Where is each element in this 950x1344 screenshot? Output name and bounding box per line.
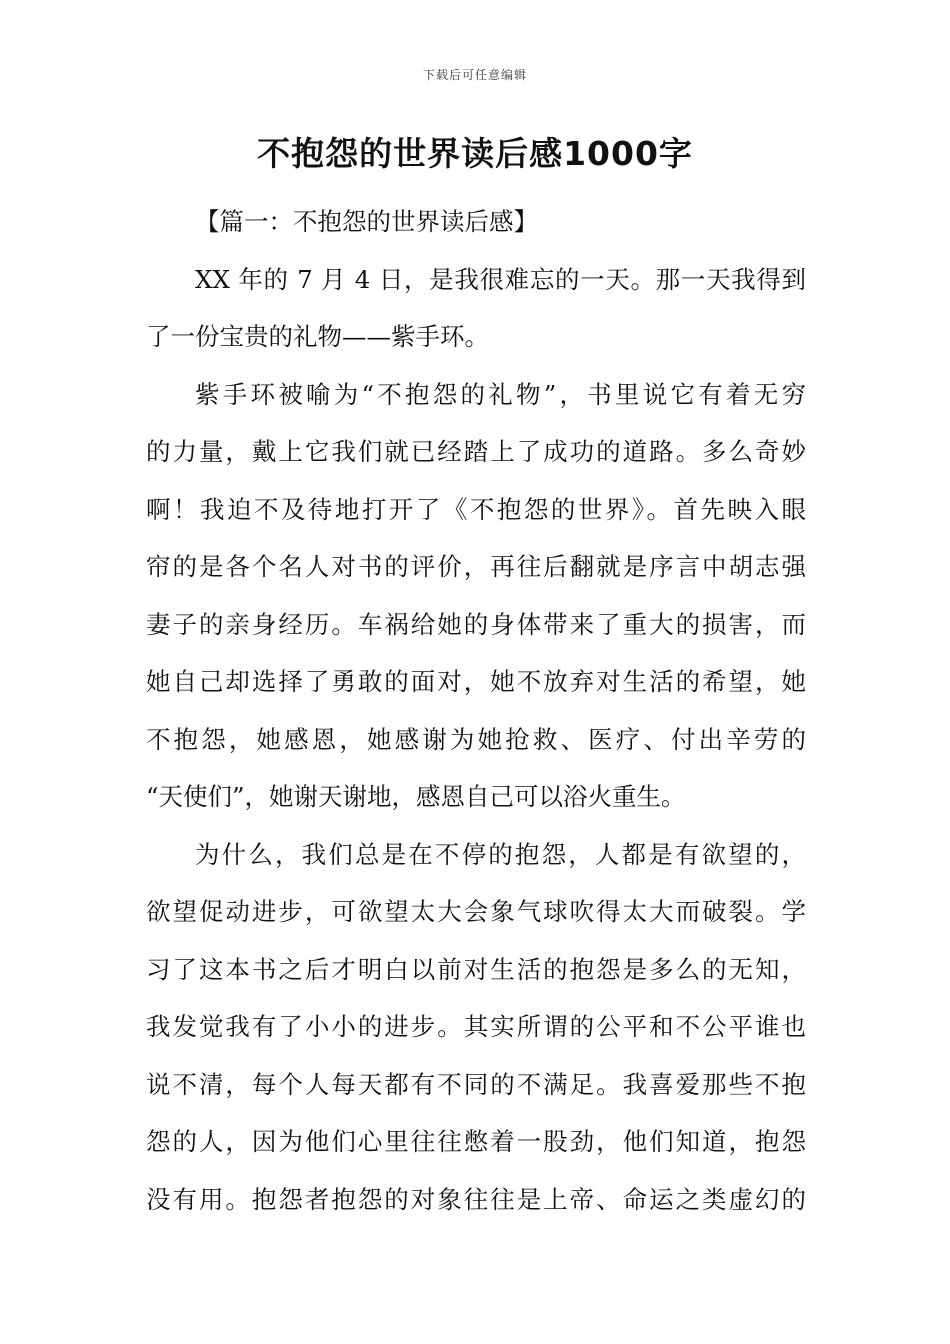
- paragraph-line: 没有用。抱怨者抱怨的对象往往是上帝、命运之类虚幻的: [146, 1184, 806, 1214]
- section-heading: 【篇一：不抱怨的世界读后感】: [195, 207, 538, 236]
- paragraph-line: 说不清，每个人每天都有不同的不满足。我喜爱那些不抱: [146, 1069, 806, 1099]
- paragraph-line: 不抱怨，她感恩，她感谢为她抢救、医疗、付出辛劳的: [146, 724, 806, 754]
- paragraph-line: 她自己却选择了勇敢的面对，她不放弃对生活的希望，她: [146, 667, 806, 696]
- paragraph-line: 了一份宝贵的礼物——紫手环。: [146, 322, 489, 351]
- paragraph-line: XX 年的 7 月 4 日，是我很难忘的一天。那一天我得到: [195, 264, 806, 294]
- paragraph-2: [146, 366, 806, 826]
- paragraph-1: [146, 251, 806, 366]
- paragraph-line: 妻子的亲身经历。车祸给她的身体带来了重大的损害，而: [146, 609, 806, 639]
- paragraph-line: 为什么，我们总是在不停的抱怨，人都是有欲望的，: [195, 839, 806, 869]
- paragraph-line: 我发觉我有了小小的进步。其实所谓的公平和不公平谁也: [146, 1012, 806, 1041]
- paragraph-line: 习了这本书之后才明白以前对生活的抱怨是多么的无知，: [146, 954, 806, 984]
- paragraph-line: 欲望促动进步，可欲望太大会象气球吹得太大而破裂。学: [146, 897, 806, 926]
- paragraph-line: 的力量，戴上它我们就已经踏上了成功的道路。多么奇妙: [146, 437, 806, 466]
- document-title: 不抱怨的世界读后感1000字: [257, 134, 693, 173]
- paragraph-3: [146, 826, 806, 1229]
- paragraph-line: 帘的是各个名人对书的评价，再往后翻就是序言中胡志强: [146, 552, 806, 581]
- paragraph-line: “天使们”，她谢天谢地，感恩自己可以浴火重生。: [146, 782, 686, 811]
- document-body: [146, 193, 806, 1228]
- paragraph-line: 紫手环被喻为“不抱怨的礼物”，书里说它有着无穷: [195, 379, 806, 409]
- paragraph-line: 啊！我迫不及待地打开了《不抱怨的世界》。首先映入眼: [146, 494, 806, 524]
- header-note: 下载后可任意编辑: [422, 68, 527, 82]
- paragraph-line: 怨的人，因为他们心里往往憋着一股劲，他们知道，抱怨: [146, 1127, 806, 1156]
